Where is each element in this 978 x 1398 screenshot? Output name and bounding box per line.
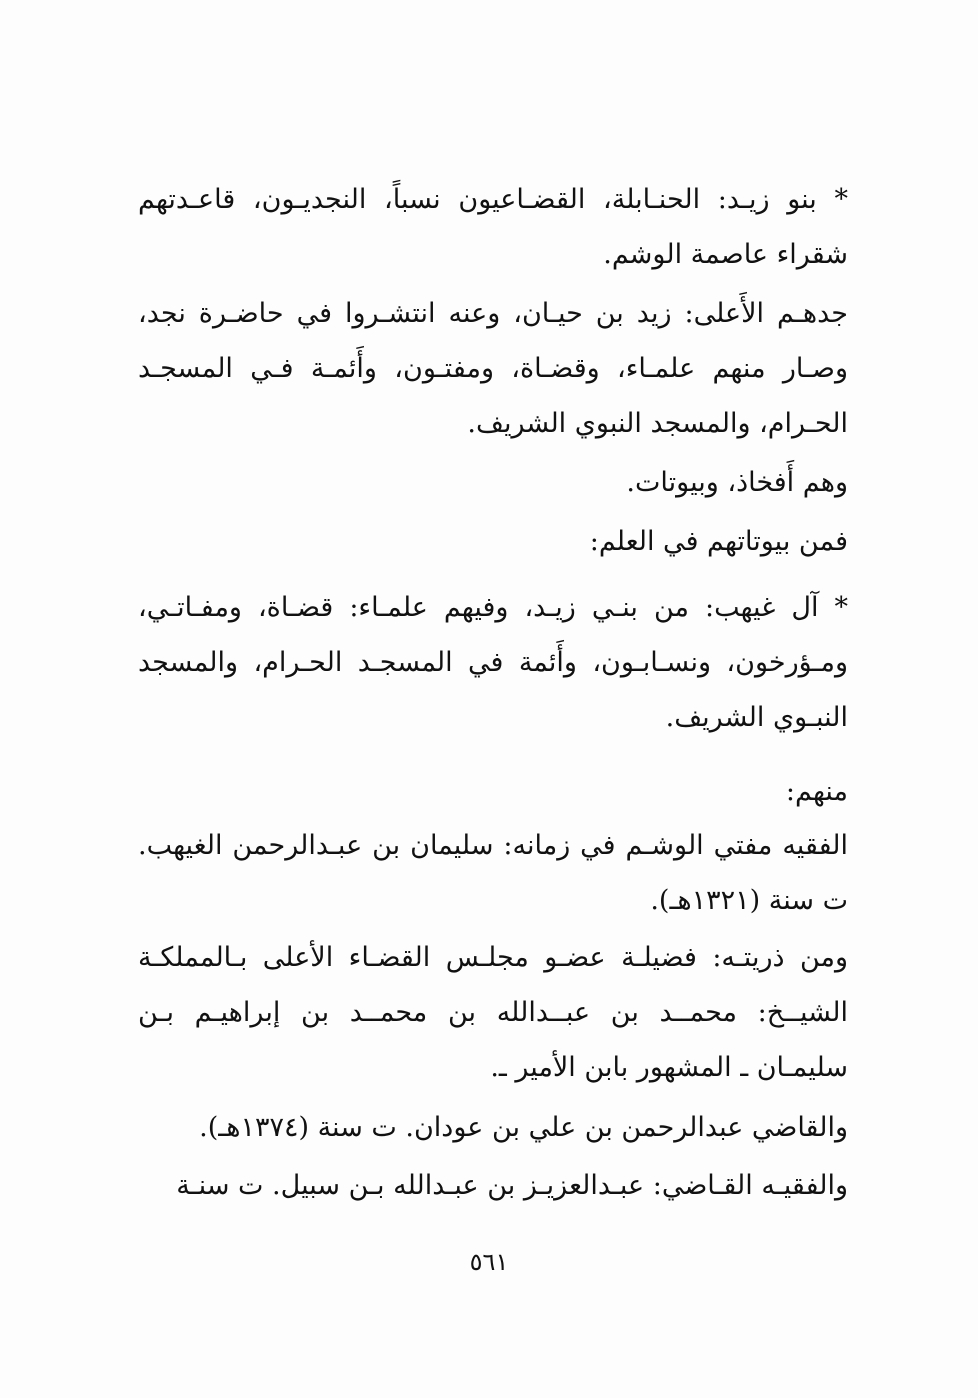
paragraph-judge-abdulrahman: والقاضي عبدالرحمن بن علي بن عودان. ت سنة (١٣٧٤هـ). bbox=[199, 1112, 848, 1143]
page-number: ٥٦١ bbox=[469, 1248, 509, 1276]
paragraph-descendants: ومن ذريتـه: فضيلـة عضـو مجلـس القضـاء الأعلى بـالمملكـة الشيــخ: محمــد بن عبــدالله بن محمــد بن إبراهيـم بـن سليمـان ـ المشهور بابن الأمير ـ. bbox=[138, 942, 848, 1083]
paragraph-judge-abdulaziz: والفقيـه القـاضي: عبـدالعزيـز بن عبـدالله بـن سبيل. ت سنـة bbox=[176, 1170, 848, 1201]
paragraph-al-ghayhab: * آل غيهب: من بنـي زيـد، وفيهم علمـاء: قضـاة، ومفـاتـي، ومـؤرخون، ونسـابـون، وأَئمة في المسجـد الحـرام، والمسجد النبـوي الشريف. bbox=[138, 592, 848, 733]
paragraph-mufti-sulayman: الفقيه مفتي الوشـم في زمانه: سليمان بن عبـدالرحمن الغيهب. ت سنة (١٣٢١هـ). bbox=[138, 830, 848, 916]
paragraph-ancestor: جدهـم الأَعلى: زيد بن حيـان، وعنه انتشـروا في حاضـرة نجد، وصـار منهم علمـاء، وقضـاة، ومفتـون، وأَئمـة فـي المسجـد الحـرام، والمسجد النبوي الشريف. bbox=[138, 298, 848, 439]
paragraph-among-them: منهم: bbox=[785, 776, 848, 807]
paragraph-bani-zaid: * بنو زيـد: الحنـابلة، القضـاعيون نسباً، النجديـون، قاعـدتهم شقراء عاصمة الوشم. bbox=[138, 184, 848, 270]
paragraph-clans: وهم أَفخاذ، وبيوتات. bbox=[626, 467, 848, 498]
paragraph-houses-intro: فمن بيوتاتهم في العلم: bbox=[589, 526, 848, 557]
